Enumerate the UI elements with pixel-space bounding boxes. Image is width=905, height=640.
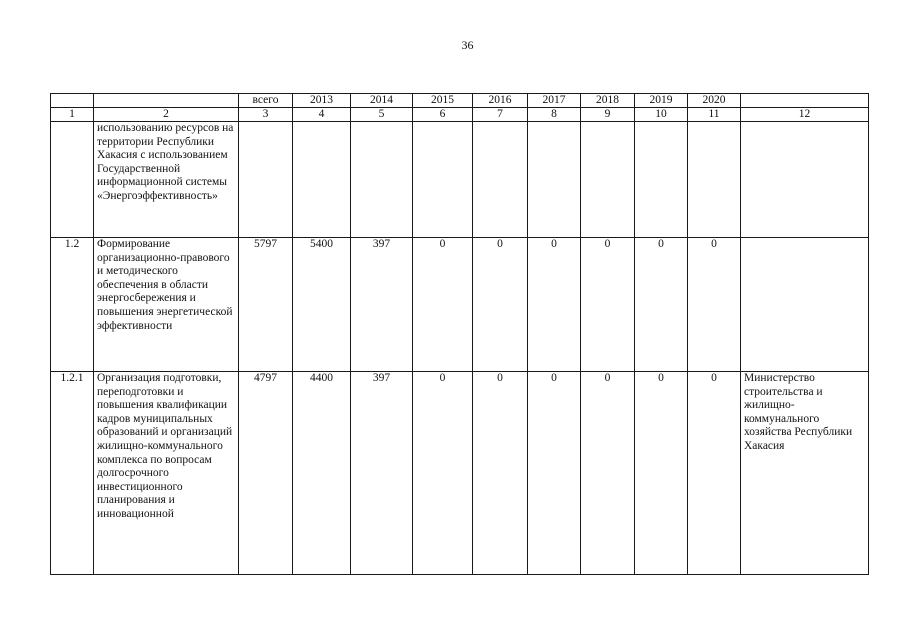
row-value: 0 [528, 372, 581, 575]
row-description: использованию ресурсов на территории Республики Хакасия с использованием Государственной информационной системы «Энергоэффективность» [94, 122, 239, 238]
row-value [413, 122, 473, 238]
column-number-cell: 2 [94, 108, 239, 122]
row-value: 0 [635, 238, 688, 372]
row-value: 5797 [239, 238, 293, 372]
column-number-cell: 12 [741, 108, 869, 122]
row-index: 1.2 [51, 238, 94, 372]
table-row [51, 372, 869, 575]
row-value [351, 122, 413, 238]
header-year-cell: 2013 [293, 94, 351, 108]
row-value [581, 122, 635, 238]
row-value: 0 [413, 372, 473, 575]
column-number-cell: 3 [239, 108, 293, 122]
column-number-cell: 10 [635, 108, 688, 122]
header-year-cell: 2018 [581, 94, 635, 108]
page-number: 36 [461, 38, 474, 52]
row-value: 0 [413, 238, 473, 372]
row-value: 397 [351, 372, 413, 575]
row-value [528, 122, 581, 238]
column-number-cell: 11 [688, 108, 741, 122]
header-year-cell: 2014 [351, 94, 413, 108]
row-responsible [741, 238, 869, 372]
row-description: Формирование организационно-правового и методического обеспечения в области энергосбережения и повышения энергетической эффективности [94, 238, 239, 372]
row-value [239, 122, 293, 238]
program-table [50, 93, 869, 575]
row-value [473, 122, 528, 238]
row-value: 4797 [239, 372, 293, 575]
column-number-cell: 4 [293, 108, 351, 122]
header-total-cell: всего [239, 94, 293, 108]
header-year-cell: 2015 [413, 94, 473, 108]
row-value [688, 122, 741, 238]
column-number-cell: 1 [51, 108, 94, 122]
row-value: 397 [351, 238, 413, 372]
row-value: 0 [688, 372, 741, 575]
row-value [635, 122, 688, 238]
row-value: 0 [581, 238, 635, 372]
row-responsible: Министерство строительства и жилищно-коммунального хозяйства Республики Хакасия [741, 372, 869, 575]
header-year-cell [51, 94, 94, 108]
row-value: 4400 [293, 372, 351, 575]
header-years-row [51, 94, 869, 108]
header-year-cell: 2016 [473, 94, 528, 108]
column-number-cell: 9 [581, 108, 635, 122]
column-number-cell: 8 [528, 108, 581, 122]
row-value [293, 122, 351, 238]
row-value: 0 [688, 238, 741, 372]
column-number-cell: 6 [413, 108, 473, 122]
table-row [51, 238, 869, 372]
header-year-cell [741, 94, 869, 108]
column-number-cell: 7 [473, 108, 528, 122]
header-numbers-row [51, 108, 869, 122]
row-value: 0 [473, 238, 528, 372]
header-year-cell: 2020 [688, 94, 741, 108]
header-year-cell: 2017 [528, 94, 581, 108]
header-year-cell [94, 94, 239, 108]
header-year-cell: 2019 [635, 94, 688, 108]
row-index [51, 122, 94, 238]
row-responsible [741, 122, 869, 238]
row-description: Организация подготовки, переподготовки и повышения квалификации кадров муниципальных образований и организаций жилищно-коммунального комплекса по вопросам долгосрочного инвестиционного планирования и инновационной [94, 372, 239, 575]
row-index: 1.2.1 [51, 372, 94, 575]
table-row [51, 122, 869, 238]
row-value: 0 [581, 372, 635, 575]
column-number-cell: 5 [351, 108, 413, 122]
row-value: 0 [635, 372, 688, 575]
row-value: 5400 [293, 238, 351, 372]
row-value: 0 [528, 238, 581, 372]
row-value: 0 [473, 372, 528, 575]
